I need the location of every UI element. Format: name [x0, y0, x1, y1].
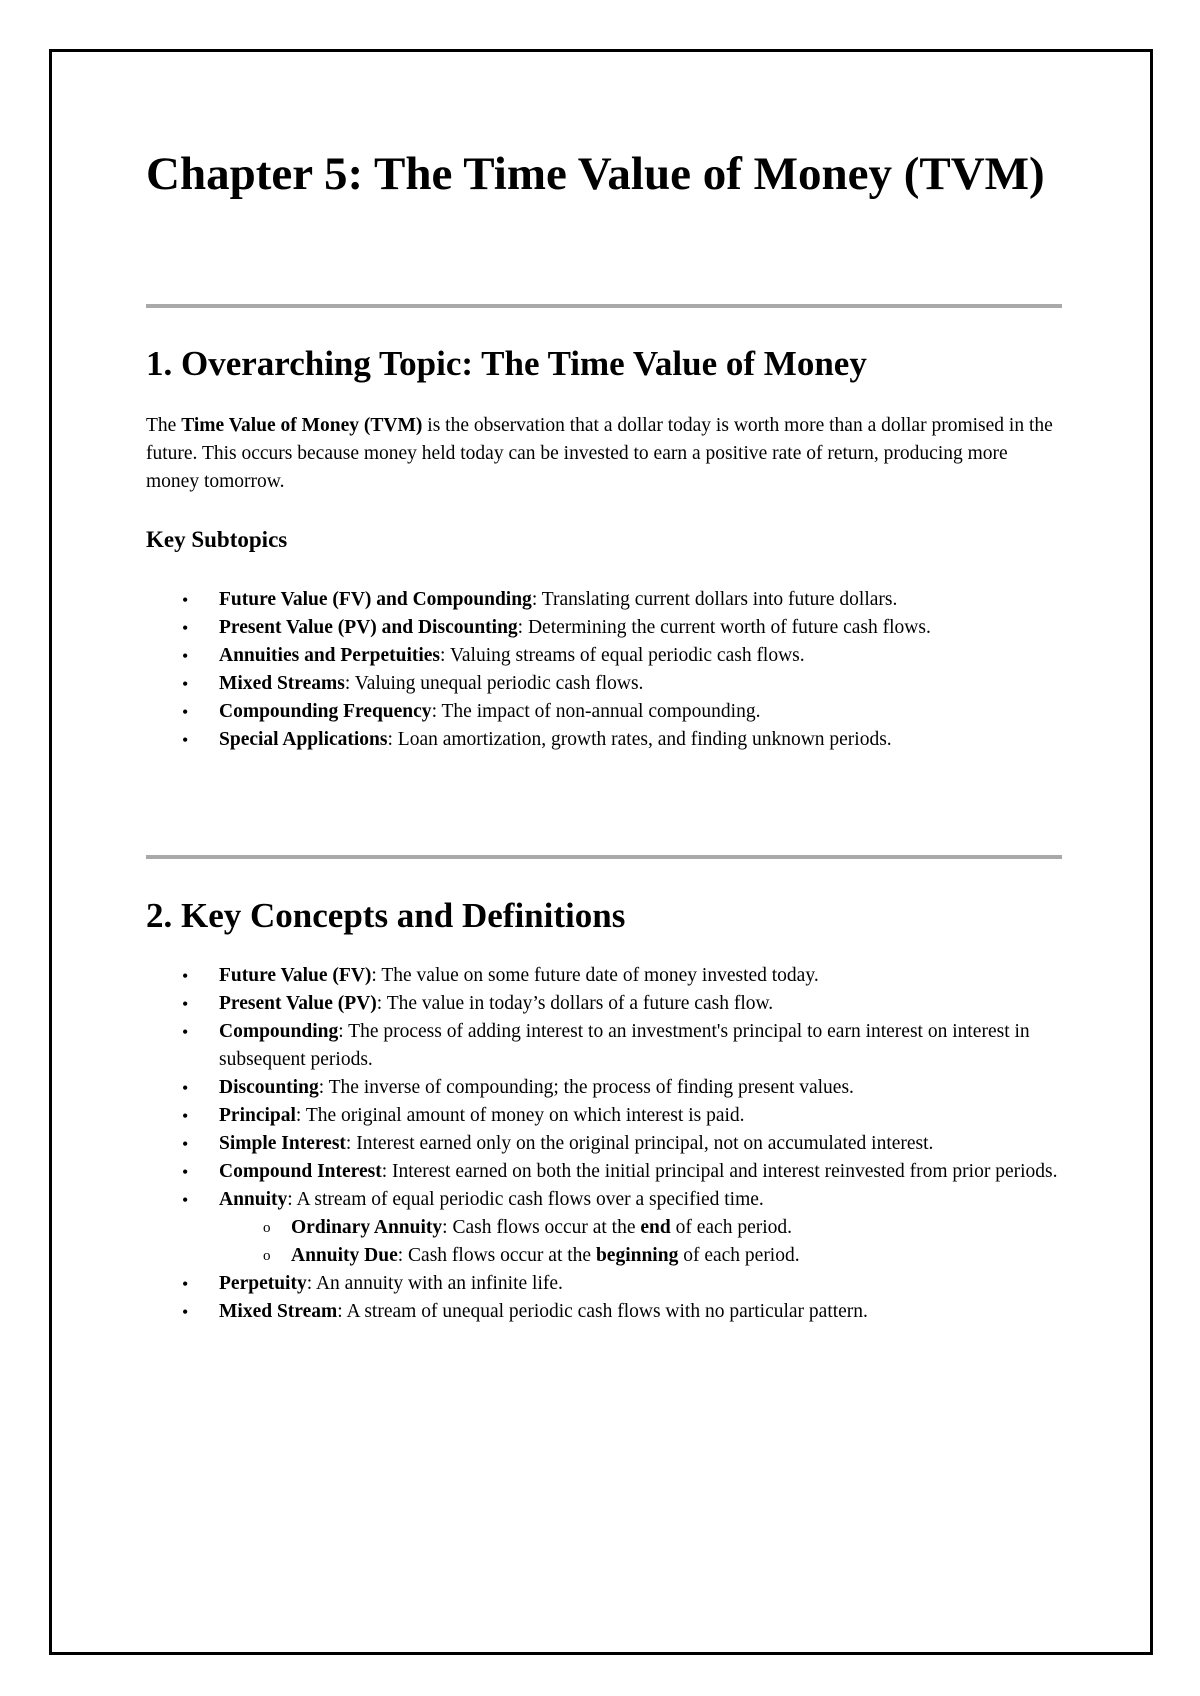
definitions-list: [146, 962, 1062, 1326]
sub-list-item: [219, 1242, 1062, 1270]
list-item-term: Annuity Due: [291, 1245, 398, 1266]
list-item-text: : Cash flows occur at the: [442, 1217, 641, 1238]
annuity-types-sublist: [219, 1214, 1062, 1270]
list-item: [146, 586, 1062, 614]
list-item: [146, 1158, 1062, 1186]
list-item: [146, 990, 1062, 1018]
list-item-text: : Loan amortization, growth rates, and finding unknown periods.: [387, 729, 892, 750]
list-item-term: Present Value (PV) and Discounting: [219, 617, 518, 638]
list-item: [146, 1074, 1062, 1102]
document-body: [146, 146, 1062, 1322]
list-item-text: : A stream of unequal periodic cash flows with no particular pattern.: [337, 1301, 868, 1322]
list-item-term: Compounding Frequency: [219, 701, 432, 722]
section-divider-1: [146, 304, 1062, 308]
section-1-heading: 1. Overarching Topic: The Time Value of Money: [146, 344, 867, 383]
list-item-text: of each period.: [670, 1217, 793, 1238]
list-item-term: Compounding: [219, 1021, 339, 1042]
emphasis-text: end: [640, 1217, 671, 1238]
list-item: [146, 1270, 1062, 1298]
list-item: [146, 962, 1062, 990]
tvm-term: Time Value of Money (TVM): [181, 415, 423, 436]
list-item-term: Present Value (PV): [219, 993, 377, 1014]
paragraph-text: is the observation that a dollar today is worth more than a dollar promised in the future. This occurs because money held today can be invested to earn a positive rate of return, producing more money tomorrow.: [146, 415, 1053, 492]
list-item-text: of each period.: [678, 1245, 800, 1266]
list-item: [146, 726, 1062, 754]
list-item: [146, 670, 1062, 698]
list-item-text: : Valuing unequal periodic cash flows.: [344, 673, 644, 694]
list-item-term: Principal: [219, 1105, 296, 1126]
list-item-term: Annuity: [219, 1189, 288, 1210]
list-item: [146, 614, 1062, 642]
list-item-text: : The process of adding interest to an investment's principal to earn interest on interest in subsequent periods.: [219, 1021, 1030, 1070]
section-2-heading: 2. Key Concepts and Definitions: [146, 896, 626, 935]
list-item-term: Future Value (FV): [219, 965, 372, 986]
emphasis-text: beginning: [595, 1245, 679, 1266]
subtopics-list: [146, 586, 1062, 754]
list-item-term: Discounting: [219, 1077, 319, 1098]
list-item: [146, 1186, 1062, 1270]
document-title: Chapter 5: The Time Value of Money (TVM): [146, 148, 1045, 200]
list-item-term: Compound Interest: [219, 1161, 382, 1182]
list-item-term: Mixed Streams: [219, 673, 345, 694]
list-item-text: : The value on some future date of money invested today.: [371, 965, 819, 986]
list-item: [146, 1130, 1062, 1158]
list-item-text: : An annuity with an infinite life.: [306, 1273, 563, 1294]
list-item: [146, 1102, 1062, 1130]
list-item-text: : The original amount of money on which interest is paid.: [295, 1105, 745, 1126]
list-item-term: Perpetuity: [219, 1273, 307, 1294]
list-item: [146, 698, 1062, 726]
list-item: [146, 1018, 1062, 1074]
list-item-term: Simple Interest: [219, 1133, 346, 1154]
list-item-text: : Cash flows occur at the: [397, 1245, 596, 1266]
list-item-text: : Interest earned on both the initial principal and interest reinvested from prior periods.: [381, 1161, 1058, 1182]
list-item-text: : Interest earned only on the original principal, not on accumulated interest.: [345, 1133, 934, 1154]
paragraph-text: The: [146, 415, 182, 436]
list-item-term: Future Value (FV) and Compounding: [219, 589, 532, 610]
page-border: [49, 49, 1153, 1655]
list-item-text: : A stream of equal periodic cash flows over a specified time.: [287, 1189, 764, 1210]
key-subtopics-heading: Key Subtopics: [146, 527, 288, 552]
section-divider-2: [146, 855, 1062, 859]
list-item-text: : The inverse of compounding; the process of finding present values.: [318, 1077, 854, 1098]
tvm-definition-paragraph: [146, 412, 1062, 496]
list-item-text: : Valuing streams of equal periodic cash flows.: [440, 645, 805, 666]
list-item-text: : Translating current dollars into future dollars.: [531, 589, 898, 610]
list-item-term: Annuities and Perpetuities: [219, 645, 441, 666]
list-item-text: : The impact of non-annual compounding.: [431, 701, 761, 722]
sub-list-item: [219, 1214, 1062, 1242]
list-item-term: Special Applications: [219, 729, 388, 750]
list-item-text: : Determining the current worth of future cash flows.: [517, 617, 931, 638]
list-item: [146, 1298, 1062, 1326]
list-item-term: Ordinary Annuity: [291, 1217, 443, 1238]
list-item-text: : The value in today’s dollars of a future cash flow.: [376, 993, 774, 1014]
list-item-term: Mixed Stream: [219, 1301, 338, 1322]
list-item: [146, 642, 1062, 670]
